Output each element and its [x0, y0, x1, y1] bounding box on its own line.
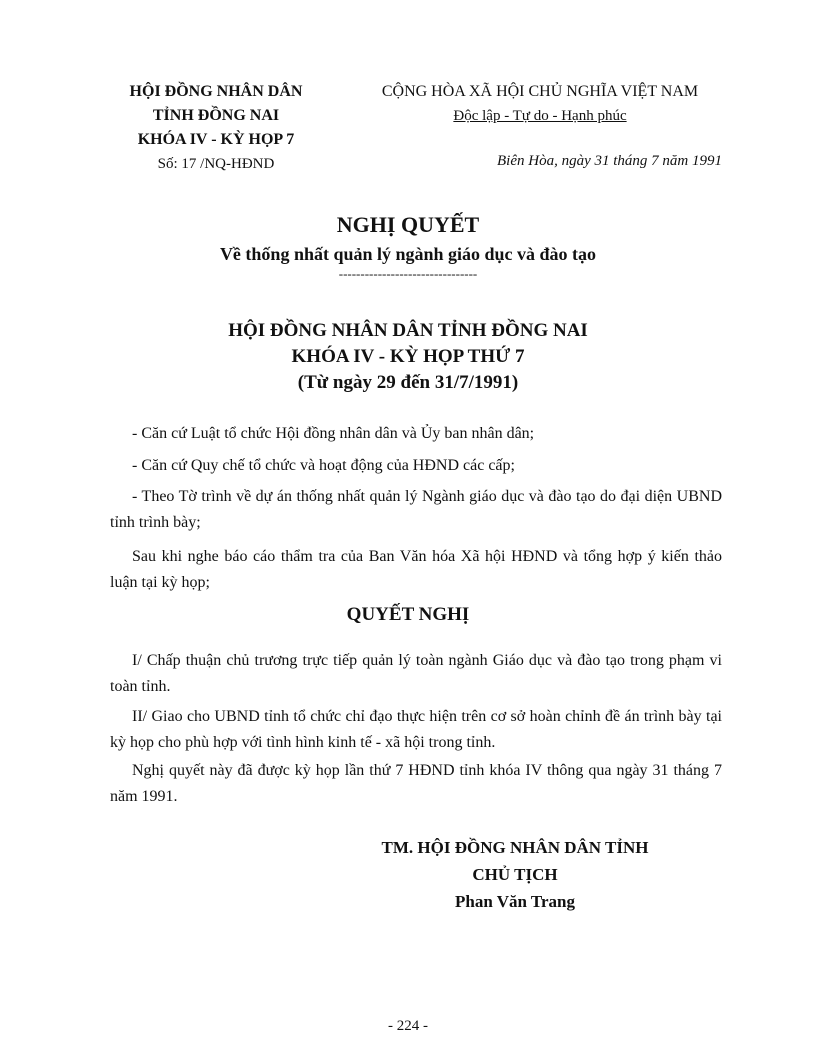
signatory-name: Phan Văn Trang [455, 892, 575, 911]
basis-paragraph: - Theo Tờ trình về dự án thống nhất quản lý Ngành giáo dục và đào tạo do đại diện UBND tỉnh trình bày; [110, 488, 722, 531]
decision-title: QUYẾT NGHỊ [346, 604, 470, 625]
decision-paragraph: II/ Giao cho UBND tỉnh tổ chức chỉ đạo thực hiện trên cơ sở hoàn chỉnh đề án trình bày tại kỳ họp cho phù hợp với tình hình kinh tế - xã hội trong tỉnh. [110, 708, 722, 751]
issuer-line-2: TỈNH ĐỒNG NAI [152, 107, 280, 124]
issuer-line-3: KHÓA IV - KỲ HỌP 7 [137, 131, 295, 148]
page-number: - 224 - [388, 1018, 428, 1034]
council-line-1: HỘI ĐỒNG NHÂN DÂN TỈNH ĐỒNG NAI [228, 320, 588, 341]
basis-paragraph: - Căn cứ Luật tổ chức Hội đồng nhân dân và Ủy ban nhân dân; [132, 425, 535, 442]
decision-paragraph: I/ Chấp thuận chủ trương trực tiếp quản lý toàn ngành Giáo dục và đào tạo trong phạm vi toàn tỉnh. [110, 652, 722, 695]
council-line-2: KHÓA IV - KỲ HỌP THỨ 7 [291, 346, 525, 367]
document-subject: Về thống nhất quản lý ngành giáo dục và đào tạo [219, 244, 597, 264]
signature-title: CHỦ TỊCH [472, 865, 558, 884]
national-heading [350, 80, 730, 128]
decision-paragraph: Nghị quyết này đã được kỳ họp lần thứ 7 HĐND tỉnh khóa IV thông qua ngày 31 tháng 7 năm 1991. [110, 762, 722, 805]
national-motto: Độc lập - Tự do - Hạnh phúc [453, 108, 627, 124]
country-name: CỘNG HÒA XÃ HỘI CHỦ NGHĨA VIỆT NAM [381, 83, 699, 100]
issuer-block [96, 80, 336, 176]
document-type: NGHỊ QUYẾT [336, 212, 480, 237]
signature-block [330, 834, 700, 915]
issuer-line-1: HỘI ĐỒNG NHÂN DÂN [129, 83, 303, 100]
signature-line-1: TM. HỘI ĐỒNG NHÂN DÂN TỈNH [381, 838, 649, 857]
title-separator: -------------------------------- [338, 266, 478, 281]
basis-paragraph: Sau khi nghe báo cáo thẩm tra của Ban Văn hóa Xã hội HĐND và tổng hợp ý kiến thảo luận tại kỳ họp; [110, 548, 722, 591]
council-line-3: (Từ ngày 29 đến 31/7/1991) [297, 372, 519, 393]
basis-paragraph: - Căn cứ Quy chế tổ chức và hoạt động của HĐND các cấp; [132, 457, 515, 474]
document-number: Số: 17 /NQ-HĐND [157, 156, 275, 172]
council-heading [0, 318, 816, 396]
place-date: Biên Hòa, ngày 31 tháng 7 năm 1991 [497, 153, 722, 169]
